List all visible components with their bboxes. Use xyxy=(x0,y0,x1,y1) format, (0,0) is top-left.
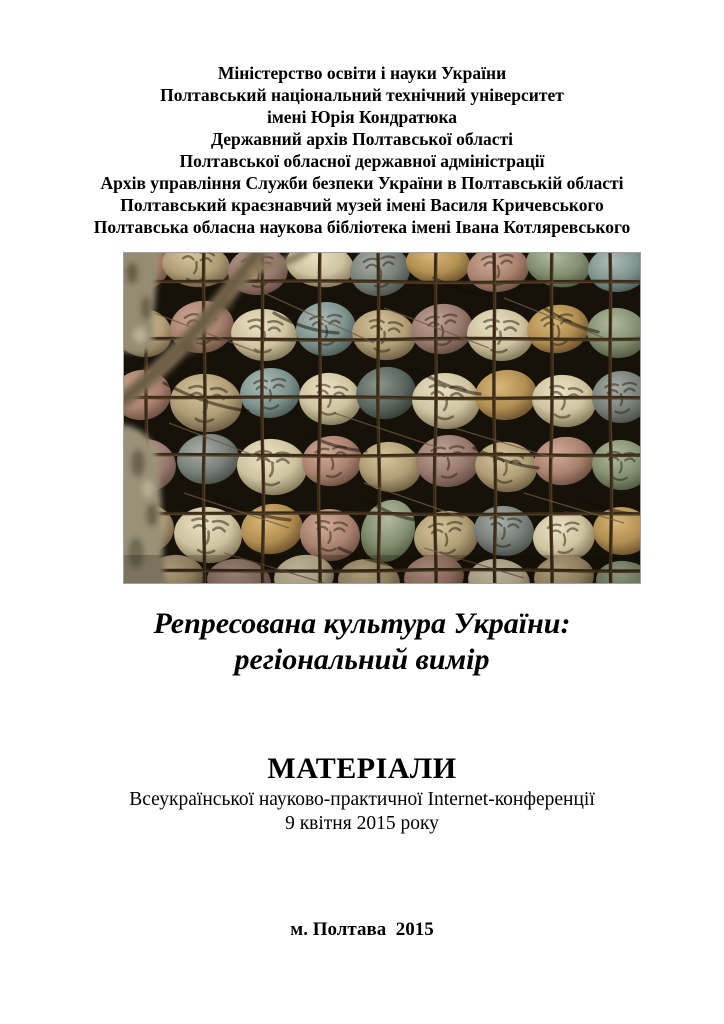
conference-date: 9 квітня 2015 року xyxy=(285,812,439,834)
header-line: імені Юрія Кондратюка xyxy=(266,107,458,127)
conference-subtitle: Всеукраїнської науково-практичної Internet-конференції xyxy=(129,789,595,810)
book-title xyxy=(0,606,724,678)
header-line: Полтавський краєзнавчий музей імені Василя Кричевського xyxy=(120,195,604,215)
header-line: Державний архів Полтавської області xyxy=(210,129,514,149)
header-line: Міністерство освіти і науки України xyxy=(217,63,507,83)
cover-photo xyxy=(123,252,641,584)
place-year: м. Полтава 2015 xyxy=(290,919,434,940)
materials-heading: МАТЕРІАЛИ xyxy=(267,752,457,785)
conference-subtitle-block xyxy=(0,788,724,835)
book-title-line-2: регіональний вимір xyxy=(234,643,490,676)
cover-photo-image xyxy=(124,253,640,583)
institutions-header xyxy=(0,62,724,238)
header-line: Полтавський національний технічний університет xyxy=(160,85,564,105)
header-line: Полтавської обласної державної адміністрації xyxy=(179,151,545,171)
header-line: Полтавська обласна наукова бібліотека імені Івана Котляревського xyxy=(93,217,631,237)
header-line: Архів управління Служби безпеки України в Полтавській області xyxy=(100,173,624,193)
book-title-line-1: Репресована культура України: xyxy=(153,607,571,640)
